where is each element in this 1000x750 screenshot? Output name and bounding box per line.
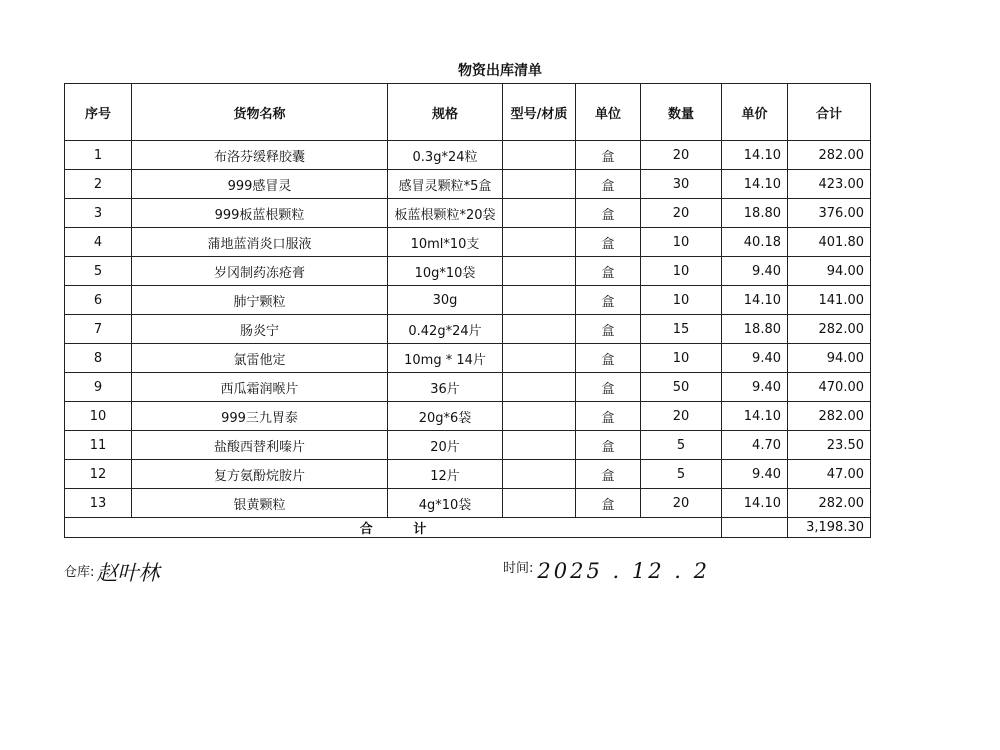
cell-subtotal: 94.00 — [788, 257, 871, 286]
table-row — [65, 402, 871, 431]
cell-index: 2 — [65, 170, 132, 199]
cell-name: 银黄颗粒 — [132, 489, 388, 518]
cell-qty: 30 — [641, 170, 722, 199]
cell-unit: 盒 — [576, 199, 641, 228]
cell-price: 14.10 — [722, 170, 788, 199]
cell-qty: 10 — [641, 344, 722, 373]
cell-spec: 12片 — [388, 460, 503, 489]
cell-index: 9 — [65, 373, 132, 402]
cell-spec: 20g*6袋 — [388, 402, 503, 431]
cell-price: 14.10 — [722, 402, 788, 431]
cell-model — [503, 373, 576, 402]
cell-price: 4.70 — [722, 431, 788, 460]
cell-unit: 盒 — [576, 373, 641, 402]
cell-name: 999板蓝根颗粒 — [132, 199, 388, 228]
cell-price: 18.80 — [722, 315, 788, 344]
cell-spec: 30g — [388, 286, 503, 315]
cell-price: 14.10 — [722, 286, 788, 315]
cell-unit: 盒 — [576, 344, 641, 373]
cell-index: 6 — [65, 286, 132, 315]
outbound-table — [64, 83, 871, 538]
cell-price: 9.40 — [722, 257, 788, 286]
cell-qty: 20 — [641, 402, 722, 431]
header-name: 货物名称 — [132, 84, 388, 141]
cell-index: 10 — [65, 402, 132, 431]
table-row — [65, 431, 871, 460]
handwritten-date: 2025 . 12 . 2 — [537, 559, 710, 583]
cell-spec: 感冒灵颗粒*5盒 — [388, 170, 503, 199]
page-title: 物资出库清单 — [458, 63, 542, 79]
cell-unit: 盒 — [576, 460, 641, 489]
cell-subtotal: 282.00 — [788, 315, 871, 344]
cell-subtotal: 282.00 — [788, 402, 871, 431]
table-body — [65, 141, 871, 518]
cell-unit: 盒 — [576, 170, 641, 199]
header-subtotal: 合计 — [788, 84, 871, 141]
cell-unit: 盒 — [576, 286, 641, 315]
cell-subtotal: 47.00 — [788, 460, 871, 489]
cell-subtotal: 282.00 — [788, 489, 871, 518]
cell-subtotal: 423.00 — [788, 170, 871, 199]
cell-unit: 盒 — [576, 257, 641, 286]
cell-price: 18.80 — [722, 199, 788, 228]
cell-index: 5 — [65, 257, 132, 286]
cell-name: 肠炎宁 — [132, 315, 388, 344]
cell-model — [503, 431, 576, 460]
cell-qty: 10 — [641, 228, 722, 257]
cell-price: 14.10 — [722, 489, 788, 518]
cell-unit: 盒 — [576, 489, 641, 518]
cell-subtotal: 376.00 — [788, 199, 871, 228]
cell-price: 40.18 — [722, 228, 788, 257]
total-row — [65, 518, 871, 538]
table-row — [65, 373, 871, 402]
warehouse-label: 仓库: — [64, 565, 95, 580]
cell-name: 999三九胃泰 — [132, 402, 388, 431]
cell-model — [503, 286, 576, 315]
table-row — [65, 257, 871, 286]
cell-name: 复方氨酚烷胺片 — [132, 460, 388, 489]
cell-price: 9.40 — [722, 460, 788, 489]
cell-index: 11 — [65, 431, 132, 460]
cell-name: 布洛芬缓释胶囊 — [132, 141, 388, 170]
warehouse-signature: 赵叶林 — [96, 561, 160, 585]
cell-model — [503, 228, 576, 257]
cell-model — [503, 489, 576, 518]
table-row — [65, 344, 871, 373]
cell-qty: 20 — [641, 199, 722, 228]
header-model: 型号/材质 — [503, 84, 576, 141]
cell-index: 7 — [65, 315, 132, 344]
table-row — [65, 286, 871, 315]
cell-unit: 盒 — [576, 228, 641, 257]
table-row — [65, 170, 871, 199]
cell-spec: 板蓝根颗粒*20袋 — [388, 199, 503, 228]
table-row — [65, 315, 871, 344]
cell-index: 13 — [65, 489, 132, 518]
cell-model — [503, 257, 576, 286]
cell-name: 肺宁颗粒 — [132, 286, 388, 315]
cell-price: 9.40 — [722, 344, 788, 373]
cell-subtotal: 470.00 — [788, 373, 871, 402]
cell-subtotal: 23.50 — [788, 431, 871, 460]
cell-price: 9.40 — [722, 373, 788, 402]
cell-qty: 20 — [641, 141, 722, 170]
table-row — [65, 489, 871, 518]
cell-index: 8 — [65, 344, 132, 373]
cell-spec: 10ml*10支 — [388, 228, 503, 257]
table-row — [65, 199, 871, 228]
cell-qty: 5 — [641, 431, 722, 460]
cell-model — [503, 344, 576, 373]
header-qty: 数量 — [641, 84, 722, 141]
cell-spec: 10g*10袋 — [388, 257, 503, 286]
cell-subtotal: 94.00 — [788, 344, 871, 373]
cell-model — [503, 460, 576, 489]
cell-qty: 15 — [641, 315, 722, 344]
cell-spec: 36片 — [388, 373, 503, 402]
header-unit: 单位 — [576, 84, 641, 141]
warehouse-block — [64, 553, 159, 583]
cell-qty: 50 — [641, 373, 722, 402]
cell-index: 1 — [65, 141, 132, 170]
cell-unit: 盒 — [576, 315, 641, 344]
cell-name: 999感冒灵 — [132, 170, 388, 199]
total-price-empty — [722, 518, 788, 538]
cell-unit: 盒 — [576, 402, 641, 431]
cell-model — [503, 170, 576, 199]
cell-index: 12 — [65, 460, 132, 489]
cell-model — [503, 315, 576, 344]
cell-spec: 20片 — [388, 431, 503, 460]
cell-subtotal: 282.00 — [788, 141, 871, 170]
cell-index: 4 — [65, 228, 132, 257]
cell-name: 西瓜霜润喉片 — [132, 373, 388, 402]
cell-qty: 10 — [641, 257, 722, 286]
table-row — [65, 141, 871, 170]
cell-index: 3 — [65, 199, 132, 228]
cell-model — [503, 141, 576, 170]
cell-qty: 20 — [641, 489, 722, 518]
table-row — [65, 228, 871, 257]
cell-qty: 5 — [641, 460, 722, 489]
cell-name: 蒲地蓝消炎口服液 — [132, 228, 388, 257]
cell-subtotal: 141.00 — [788, 286, 871, 315]
cell-unit: 盒 — [576, 141, 641, 170]
cell-model — [503, 199, 576, 228]
cell-name: 氯雷他定 — [132, 344, 388, 373]
cell-name: 盐酸西替利嗪片 — [132, 431, 388, 460]
total-value: 3,198.30 — [788, 518, 871, 538]
table-row — [65, 460, 871, 489]
total-label: 合 计 — [65, 518, 722, 538]
header-spec: 规格 — [388, 84, 503, 141]
cell-model — [503, 402, 576, 431]
cell-spec: 0.42g*24片 — [388, 315, 503, 344]
header-row — [65, 84, 871, 141]
cell-spec: 10mg * 14片 — [388, 344, 503, 373]
cell-spec: 0.3g*24粒 — [388, 141, 503, 170]
cell-spec: 4g*10袋 — [388, 489, 503, 518]
cell-qty: 10 — [641, 286, 722, 315]
cell-subtotal: 401.80 — [788, 228, 871, 257]
cell-price: 14.10 — [722, 141, 788, 170]
cell-unit: 盒 — [576, 431, 641, 460]
header-index: 序号 — [65, 84, 132, 141]
header-price: 单价 — [722, 84, 788, 141]
cell-name: 岁冈制药冻疮膏 — [132, 257, 388, 286]
time-label: 时间: — [503, 561, 534, 576]
time-block — [503, 553, 710, 583]
